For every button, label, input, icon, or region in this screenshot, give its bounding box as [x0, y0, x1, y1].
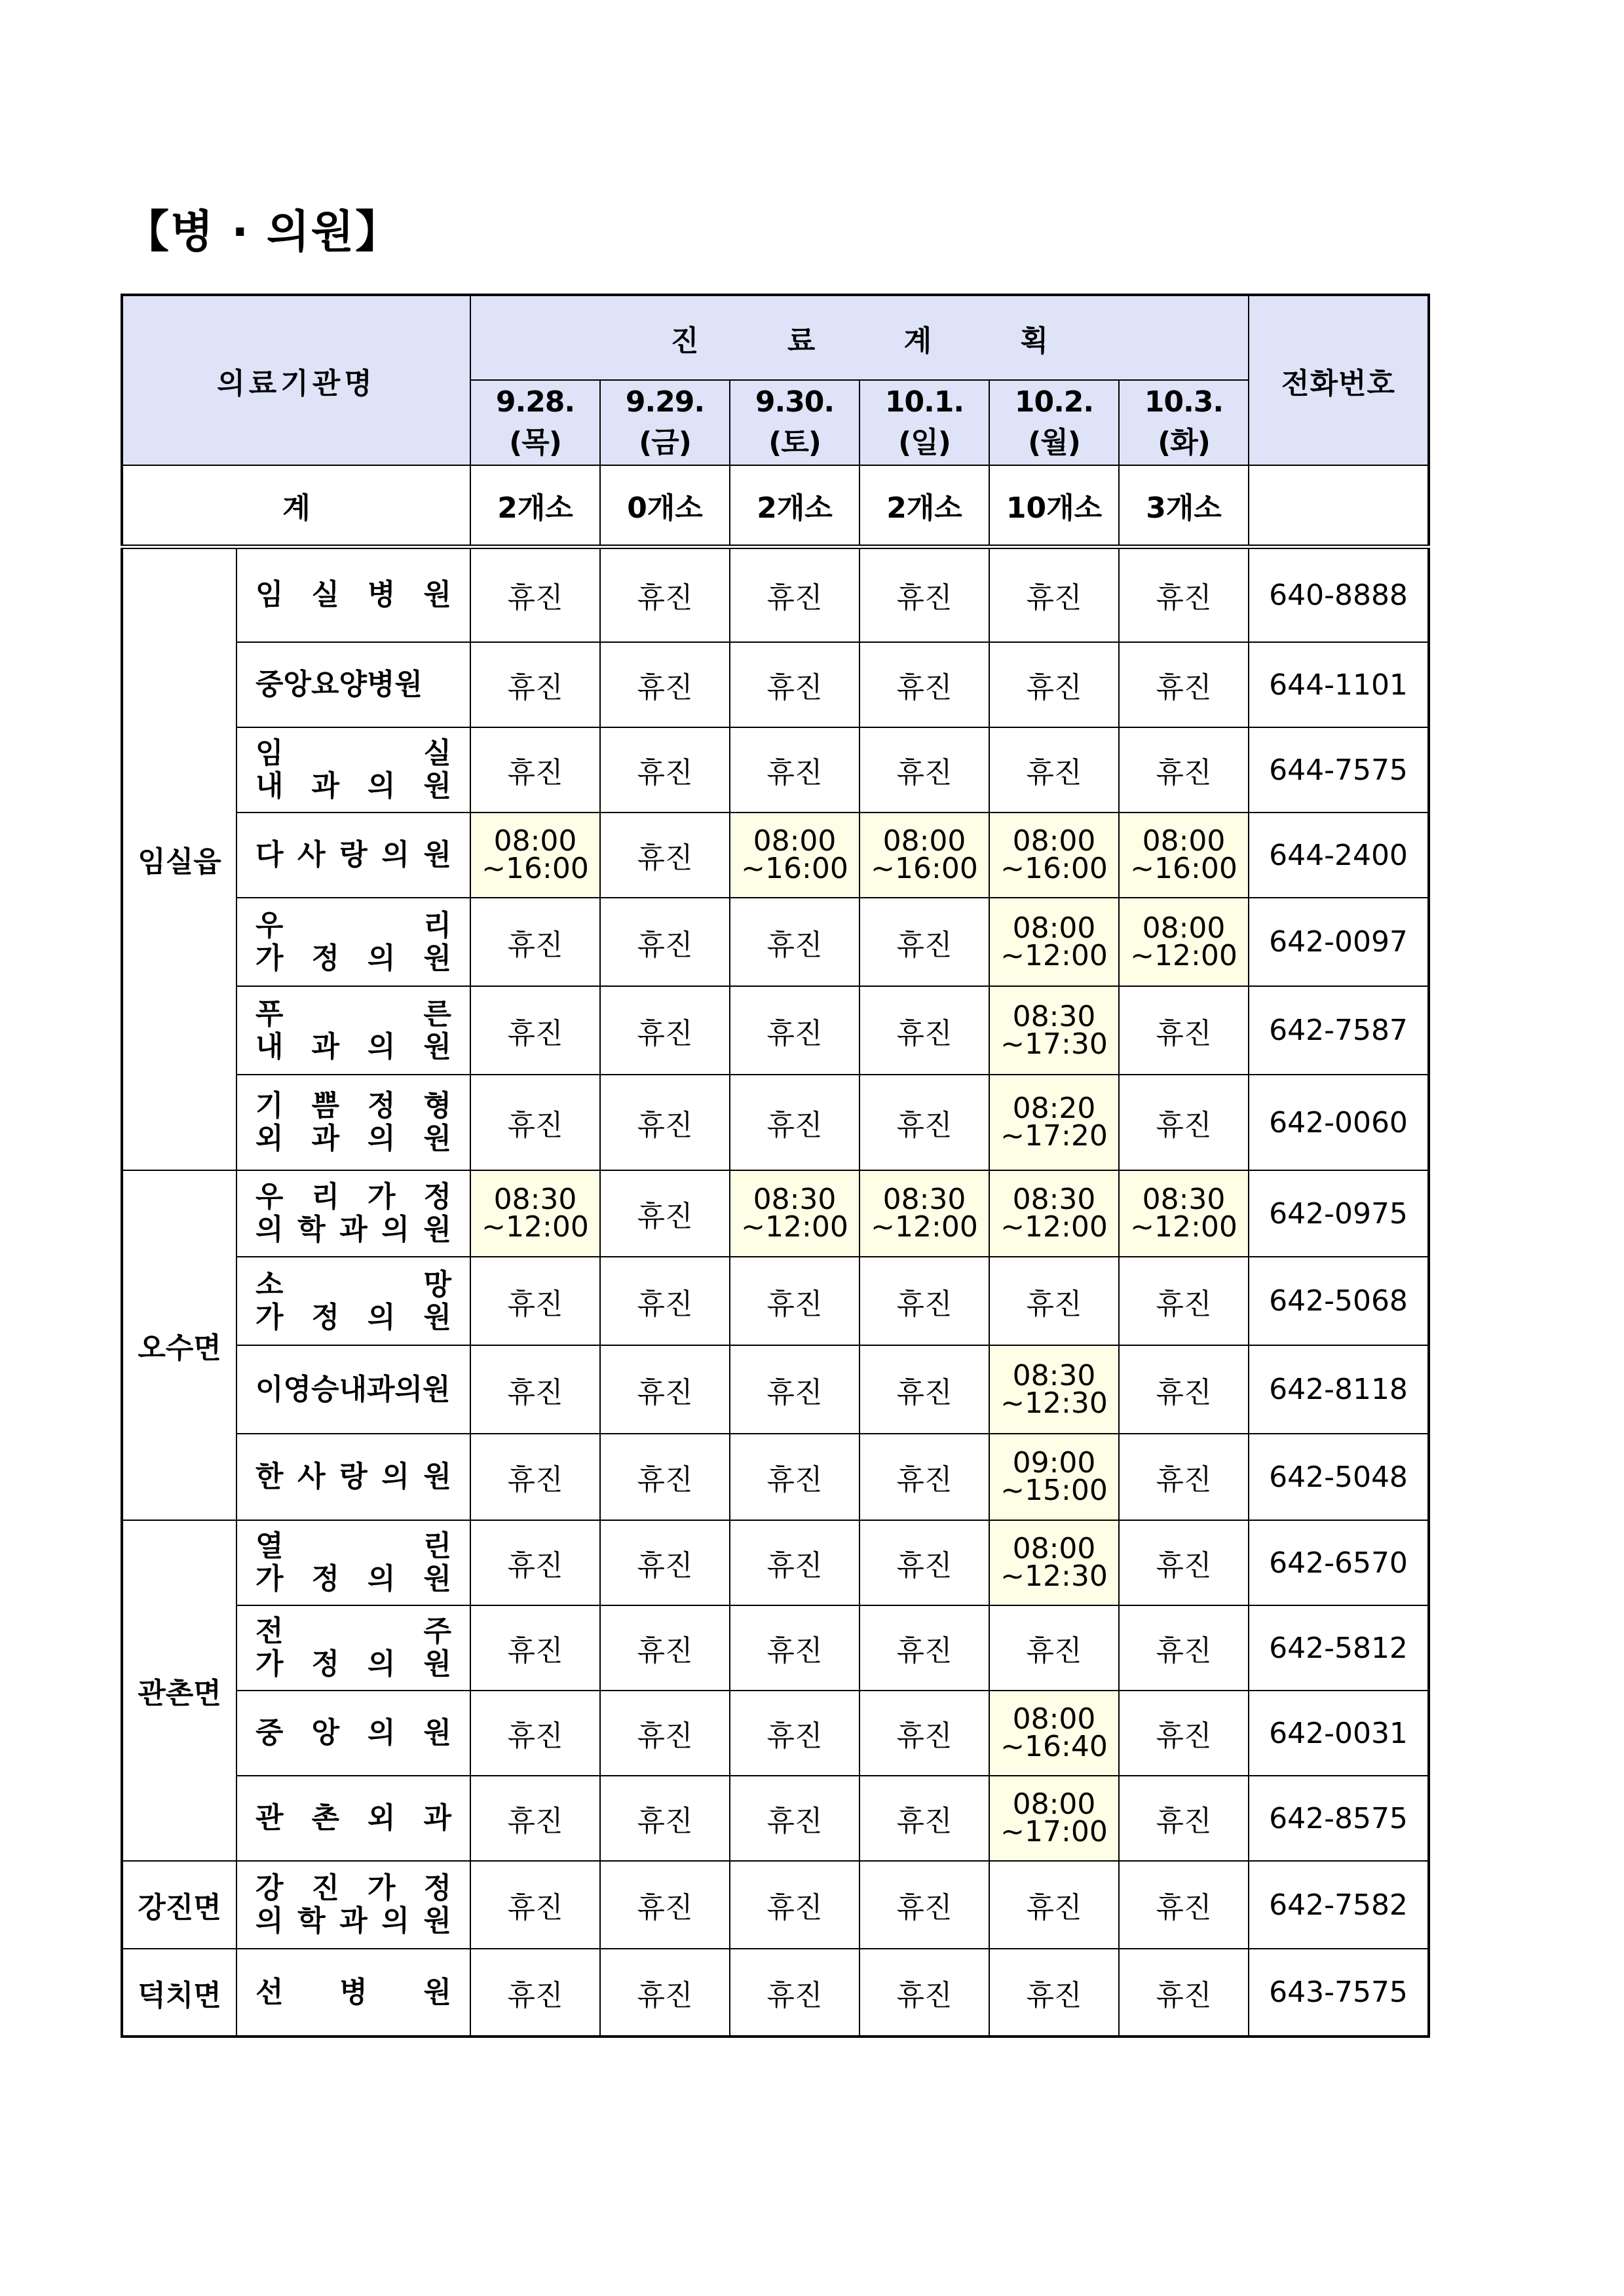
summary-count: 2개소: [859, 465, 989, 546]
closed-cell: 휴진: [1119, 1691, 1249, 1776]
clinic-name: [236, 1345, 470, 1434]
clinic-name-line: 중 앙 의 원: [255, 1716, 451, 1750]
header-date: 10.3.(화): [1119, 380, 1249, 465]
phone-number: 642-7582: [1249, 1861, 1429, 1949]
closed-cell: 휴진: [470, 1075, 600, 1170]
hours-start: 08:00: [1012, 1532, 1096, 1565]
hours-start: 08:00: [1142, 824, 1226, 858]
table-row: [122, 1075, 1429, 1170]
clinic-name: [236, 1434, 470, 1520]
hours-start: 08:30: [1012, 1358, 1096, 1392]
header-date: 10.2.(월): [989, 380, 1119, 465]
summary-count: 10개소: [989, 465, 1119, 546]
hours-cell: [859, 813, 989, 898]
summary-phone-empty: [1249, 465, 1429, 546]
closed-cell: 휴진: [1119, 1776, 1249, 1861]
hours-cell: [989, 1345, 1119, 1434]
table-row: [122, 813, 1429, 898]
hours-end: ~12:00: [1000, 938, 1108, 972]
hours-end: ~16:00: [741, 852, 848, 885]
region-name: 관촌면: [122, 1520, 236, 1861]
hours-start: 08:30: [882, 1183, 966, 1216]
clinic-name: [236, 1605, 470, 1691]
closed-cell: 휴진: [730, 1257, 859, 1345]
phone-number: 642-5068: [1249, 1257, 1429, 1345]
phone-number: 642-8118: [1249, 1345, 1429, 1434]
closed-cell: 휴진: [470, 1434, 600, 1520]
closed-cell: 휴진: [600, 546, 730, 642]
hours-cell: [730, 813, 859, 898]
phone-number: 644-2400: [1249, 813, 1429, 898]
closed-cell: 휴진: [470, 1520, 600, 1605]
clinic-name: [236, 1949, 470, 2037]
hours-end: ~15:00: [1000, 1474, 1108, 1507]
hours-start: 08:00: [1012, 1788, 1096, 1821]
phone-number: 640-8888: [1249, 546, 1429, 642]
clinic-name-line: 열 린: [255, 1529, 451, 1563]
closed-cell: 휴진: [730, 1434, 859, 1520]
hours-start: 08:30: [753, 1183, 837, 1216]
closed-cell: 휴진: [600, 1345, 730, 1434]
closed-cell: 휴진: [600, 1605, 730, 1691]
summary-label: 계: [122, 465, 470, 546]
closed-cell: 휴진: [730, 1776, 859, 1861]
closed-cell: 휴진: [989, 1949, 1119, 2037]
closed-cell: 휴진: [859, 986, 989, 1075]
summary-count: 0개소: [600, 465, 730, 546]
closed-cell: 휴진: [1119, 1257, 1249, 1345]
closed-cell: 휴진: [600, 1861, 730, 1949]
clinic-name-line: 강 진 가 정: [255, 1871, 451, 1905]
phone-number: 642-5048: [1249, 1434, 1429, 1520]
closed-cell: 휴진: [470, 1861, 600, 1949]
closed-cell: 휴진: [730, 1691, 859, 1776]
table-row: [122, 1520, 1429, 1605]
phone-number: 642-0975: [1249, 1170, 1429, 1257]
closed-cell: 휴진: [730, 727, 859, 813]
closed-cell: 휴진: [470, 1605, 600, 1691]
clinic-name-line: 의 학 과 의 원: [255, 1904, 451, 1938]
hours-start: 08:00: [1012, 824, 1096, 858]
closed-cell: 휴진: [470, 642, 600, 727]
clinic-name-line: 가 정 의 원: [255, 1647, 451, 1681]
header-date: 9.30.(토): [730, 380, 859, 465]
page-title: 【병 · 의원】: [124, 206, 402, 258]
header-plan: 진 료 계 획: [470, 295, 1249, 380]
clinic-name: [236, 1075, 470, 1170]
hours-cell: [1119, 813, 1249, 898]
hours-cell: [989, 813, 1119, 898]
hours-start: 09:00: [1012, 1446, 1096, 1480]
hours-end: ~12:00: [741, 1210, 848, 1244]
hours-end: ~17:00: [1000, 1815, 1108, 1848]
hours-cell: [1119, 898, 1249, 986]
clinic-name-line: 우 리 가 정: [255, 1180, 451, 1214]
hours-start: 08:30: [1012, 1183, 1096, 1216]
hours-end: ~16:00: [1130, 852, 1237, 885]
closed-cell: 휴진: [989, 727, 1119, 813]
clinic-name-line: 한 사 랑 의 원: [255, 1460, 451, 1493]
closed-cell: 휴진: [1119, 546, 1249, 642]
closed-cell: 휴진: [600, 1434, 730, 1520]
closed-cell: 휴진: [859, 1345, 989, 1434]
hours-cell: [989, 1776, 1119, 1861]
clinic-name: [236, 986, 470, 1075]
hours-start: 08:30: [493, 1183, 577, 1216]
clinic-name-line: 선 병 원: [255, 1975, 451, 2009]
closed-cell: 휴진: [1119, 1520, 1249, 1605]
table-row: [122, 1257, 1429, 1345]
hours-end: ~12:30: [1000, 1559, 1108, 1593]
hours-end: ~12:00: [1130, 1210, 1237, 1244]
table-row: [122, 546, 1429, 642]
hours-start: 08:00: [882, 824, 966, 858]
closed-cell: 휴진: [600, 1691, 730, 1776]
header-institution: 의료기관명: [122, 295, 470, 465]
phone-number: 644-1101: [1249, 642, 1429, 727]
closed-cell: 휴진: [730, 1949, 859, 2037]
hours-cell: [470, 813, 600, 898]
closed-cell: 휴진: [859, 1691, 989, 1776]
hours-end: ~12:00: [482, 1210, 589, 1244]
hours-end: ~12:00: [871, 1210, 978, 1244]
region-name: 강진면: [122, 1861, 236, 1949]
clinic-name: [236, 727, 470, 813]
closed-cell: 휴진: [730, 546, 859, 642]
closed-cell: 휴진: [859, 1257, 989, 1345]
closed-cell: 휴진: [600, 642, 730, 727]
table-row: [122, 1605, 1429, 1691]
closed-cell: 휴진: [470, 1691, 600, 1776]
clinic-name: [236, 1691, 470, 1776]
table-row: [122, 1434, 1429, 1520]
closed-cell: 휴진: [600, 1257, 730, 1345]
closed-cell: 휴진: [859, 1861, 989, 1949]
phone-number: 643-7575: [1249, 1949, 1429, 2037]
closed-cell: 휴진: [859, 1520, 989, 1605]
closed-cell: 휴진: [989, 642, 1119, 727]
closed-cell: 휴진: [730, 986, 859, 1075]
closed-cell: 휴진: [730, 642, 859, 727]
hours-cell: [989, 1520, 1119, 1605]
hours-start: 08:20: [1012, 1092, 1096, 1125]
closed-cell: 휴진: [600, 1075, 730, 1170]
table-row: [122, 642, 1429, 727]
clinic-name-line: 가 정 의 원: [255, 941, 451, 975]
closed-cell: 휴진: [730, 1075, 859, 1170]
closed-cell: 휴진: [859, 642, 989, 727]
closed-cell: 휴진: [859, 1605, 989, 1691]
closed-cell: 휴진: [470, 727, 600, 813]
closed-cell: 휴진: [1119, 1861, 1249, 1949]
hours-end: ~12:00: [1000, 1210, 1108, 1244]
closed-cell: 휴진: [600, 986, 730, 1075]
closed-cell: 휴진: [859, 1776, 989, 1861]
closed-cell: 휴진: [1119, 727, 1249, 813]
clinic-name-line: 기 쁨 정 형: [255, 1089, 451, 1122]
hours-end: ~16:00: [482, 852, 589, 885]
closed-cell: 휴진: [989, 546, 1119, 642]
table-row: [122, 1949, 1429, 2037]
table-row: [122, 898, 1429, 986]
clinic-name-line: 가 정 의 원: [255, 1562, 451, 1596]
closed-cell: 휴진: [730, 1345, 859, 1434]
closed-cell: 휴진: [470, 1257, 600, 1345]
clinic-name: [236, 1861, 470, 1949]
hours-cell: [730, 1170, 859, 1257]
table-row: [122, 1861, 1429, 1949]
closed-cell: 휴진: [1119, 1075, 1249, 1170]
phone-number: 642-5812: [1249, 1605, 1429, 1691]
clinic-name: [236, 642, 470, 727]
clinic-name-line: 내 과 의 원: [255, 769, 451, 803]
hours-cell: [989, 1434, 1119, 1520]
clinic-name-line: 다 사 랑 의 원: [255, 838, 451, 871]
clinic-name-line: 임 실 병 원: [255, 578, 451, 612]
phone-number: 642-6570: [1249, 1520, 1429, 1605]
clinic-name: [236, 1170, 470, 1257]
closed-cell: 휴진: [859, 727, 989, 813]
hours-start: 08:30: [1142, 1183, 1226, 1216]
hours-end: ~17:30: [1000, 1027, 1108, 1061]
clinic-name-line: 소 망: [255, 1267, 451, 1301]
hours-end: ~17:20: [1000, 1119, 1108, 1153]
table-row: [122, 1345, 1429, 1434]
hours-cell: [989, 898, 1119, 986]
hours-start: 08:00: [1142, 911, 1226, 945]
closed-cell: 휴진: [470, 546, 600, 642]
closed-cell: 휴진: [859, 1949, 989, 2037]
hours-end: ~12:30: [1000, 1386, 1108, 1420]
hours-cell: [1119, 1170, 1249, 1257]
closed-cell: 휴진: [470, 898, 600, 986]
header-phone: 전화번호: [1249, 295, 1429, 465]
closed-cell: 휴진: [600, 1520, 730, 1605]
region-name: 임실읍: [122, 546, 236, 1170]
clinic-name: [236, 1520, 470, 1605]
clinic-name-line: 내 과 의 원: [255, 1029, 451, 1063]
table-row: [122, 1691, 1429, 1776]
clinic-name: [236, 546, 470, 642]
header-date: 9.28.(목): [470, 380, 600, 465]
clinic-name: [236, 898, 470, 986]
closed-cell: 휴진: [859, 546, 989, 642]
closed-cell: 휴진: [730, 898, 859, 986]
clinic-name-line: 의 학 과 의 원: [255, 1213, 451, 1246]
closed-cell: 휴진: [600, 1776, 730, 1861]
hours-start: 08:00: [1012, 1702, 1096, 1736]
clinic-name: [236, 813, 470, 898]
table-row: [122, 1776, 1429, 1861]
clinic-name-line: 우 리: [255, 908, 451, 942]
summary-count: 2개소: [470, 465, 600, 546]
hours-cell: [859, 1170, 989, 1257]
hours-cell: [989, 986, 1119, 1075]
hours-end: ~12:00: [1130, 938, 1237, 972]
closed-cell: 휴진: [470, 1949, 600, 2037]
clinic-name: [236, 1776, 470, 1861]
closed-cell: 휴진: [1119, 986, 1249, 1075]
closed-cell: 휴진: [470, 1345, 600, 1434]
summary-row: [122, 465, 1429, 546]
hours-cell: [470, 1170, 600, 1257]
closed-cell: 휴진: [989, 1861, 1119, 1949]
hours-cell: [989, 1075, 1119, 1170]
clinic-name-line: 푸 른: [255, 997, 451, 1031]
closed-cell: 휴진: [600, 813, 730, 898]
hours-start: 08:00: [753, 824, 837, 858]
hours-cell: [989, 1170, 1119, 1257]
region-name: 덕치면: [122, 1949, 236, 2037]
closed-cell: 휴진: [1119, 1434, 1249, 1520]
closed-cell: 휴진: [1119, 642, 1249, 727]
hours-start: 08:30: [1012, 999, 1096, 1033]
closed-cell: 휴진: [470, 1776, 600, 1861]
closed-cell: 휴진: [730, 1861, 859, 1949]
hours-end: ~16:40: [1000, 1730, 1108, 1763]
summary-count: 2개소: [730, 465, 859, 546]
clinic-name-line: 전 주: [255, 1615, 451, 1648]
closed-cell: 휴진: [989, 1605, 1119, 1691]
closed-cell: 휴진: [989, 1257, 1119, 1345]
closed-cell: 휴진: [1119, 1949, 1249, 2037]
phone-number: 642-0060: [1249, 1075, 1429, 1170]
table-row: [122, 727, 1429, 813]
phone-number: 642-7587: [1249, 986, 1429, 1075]
clinic-name: [236, 1257, 470, 1345]
header-row-1: [122, 295, 1429, 380]
hours-end: ~16:00: [1000, 852, 1108, 885]
clinic-name-line: 외 과 의 원: [255, 1122, 451, 1155]
clinic-name-line: 임 실: [255, 737, 451, 770]
closed-cell: 휴진: [730, 1520, 859, 1605]
table-row: [122, 986, 1429, 1075]
clinic-name-line: 이영승내과의원: [255, 1372, 451, 1406]
phone-number: 642-8575: [1249, 1776, 1429, 1861]
summary-count: 3개소: [1119, 465, 1249, 546]
clinic-schedule-table: [121, 294, 1430, 2038]
closed-cell: 휴진: [859, 1075, 989, 1170]
closed-cell: 휴진: [600, 1170, 730, 1257]
phone-number: 642-0097: [1249, 898, 1429, 986]
clinic-name-line: 가 정 의 원: [255, 1300, 451, 1334]
clinic-name-line: 관 촌 외 과: [255, 1801, 451, 1835]
closed-cell: 휴진: [1119, 1345, 1249, 1434]
hours-start: 08:00: [1012, 911, 1096, 945]
closed-cell: 휴진: [859, 898, 989, 986]
phone-number: 642-0031: [1249, 1691, 1429, 1776]
closed-cell: 휴진: [730, 1605, 859, 1691]
hours-cell: [989, 1691, 1119, 1776]
header-date: 9.29.(금): [600, 380, 730, 465]
header-date: 10.1.(일): [859, 380, 989, 465]
closed-cell: 휴진: [859, 1434, 989, 1520]
region-name: 오수면: [122, 1170, 236, 1520]
phone-number: 644-7575: [1249, 727, 1429, 813]
clinic-name-line: 중앙요양병원: [255, 668, 423, 701]
closed-cell: 휴진: [600, 898, 730, 986]
closed-cell: 휴진: [600, 727, 730, 813]
closed-cell: 휴진: [600, 1949, 730, 2037]
hours-end: ~16:00: [871, 852, 978, 885]
hours-start: 08:00: [493, 824, 577, 858]
closed-cell: 휴진: [470, 986, 600, 1075]
table-row: [122, 1170, 1429, 1257]
closed-cell: 휴진: [1119, 1605, 1249, 1691]
